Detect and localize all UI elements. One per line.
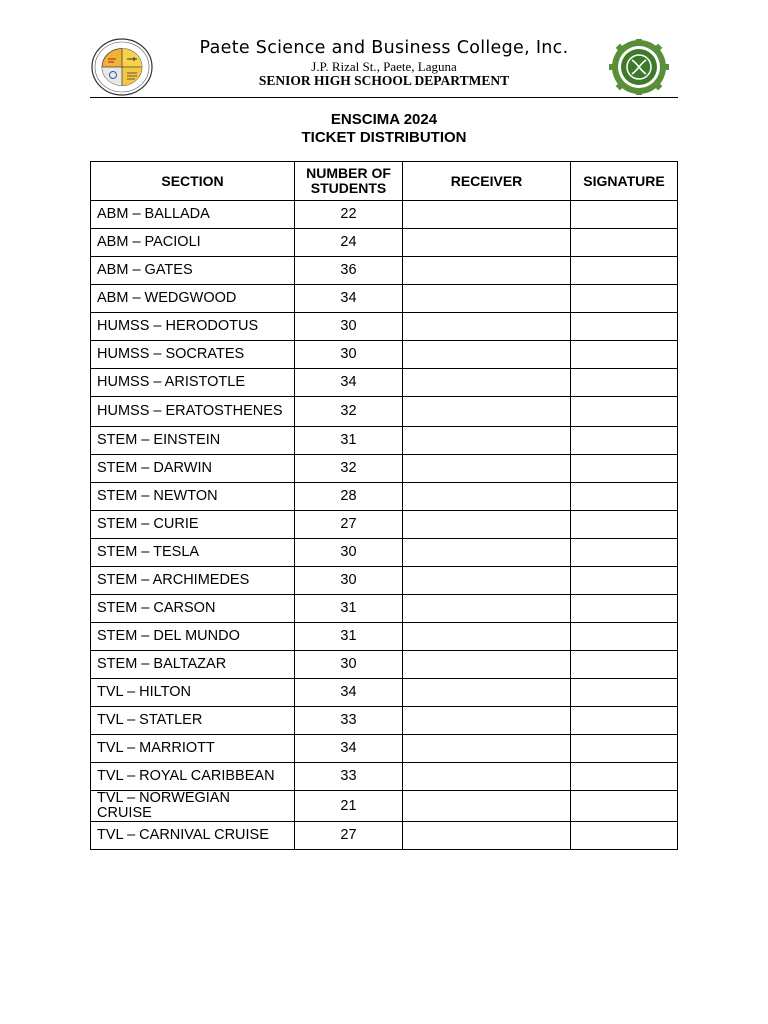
signature-cell bbox=[571, 397, 678, 427]
table-row bbox=[91, 822, 678, 850]
students-cell: 32 bbox=[295, 397, 403, 427]
header-divider bbox=[90, 97, 678, 98]
receiver-cell bbox=[403, 567, 571, 595]
school-address: J.P. Rizal St., Paete, Laguna bbox=[311, 59, 457, 74]
students-cell: 34 bbox=[295, 735, 403, 763]
table-row bbox=[91, 735, 678, 763]
receiver-cell bbox=[403, 397, 571, 427]
section-cell: TVL – ROYAL CARIBBEAN bbox=[91, 763, 295, 791]
section-cell: HUMSS – HERODOTUS bbox=[91, 313, 295, 341]
table-row bbox=[91, 567, 678, 595]
section-cell: HUMSS – SOCRATES bbox=[91, 341, 295, 369]
table-row bbox=[91, 511, 678, 539]
signature-cell bbox=[571, 595, 678, 623]
table-header-row bbox=[91, 162, 678, 201]
signature-cell bbox=[571, 707, 678, 735]
table-row bbox=[91, 341, 678, 369]
signature-cell bbox=[571, 257, 678, 285]
students-cell: 30 bbox=[295, 567, 403, 595]
column-header-number-of-students: NUMBER OF STUDENTS bbox=[295, 162, 403, 201]
students-cell: 32 bbox=[295, 455, 403, 483]
table-row bbox=[91, 679, 678, 707]
ticket-distribution-table bbox=[90, 161, 678, 850]
students-cell: 34 bbox=[295, 369, 403, 397]
signature-cell bbox=[571, 735, 678, 763]
section-cell: ABM – BALLADA bbox=[91, 201, 295, 229]
students-cell: 30 bbox=[295, 539, 403, 567]
section-cell: TVL – MARRIOTT bbox=[91, 735, 295, 763]
section-cell: TVL – HILTON bbox=[91, 679, 295, 707]
section-cell: STEM – EINSTEIN bbox=[91, 427, 295, 455]
students-cell: 36 bbox=[295, 257, 403, 285]
document-title-line1: ENSCIMA 2024 bbox=[330, 111, 438, 128]
table-row bbox=[91, 397, 678, 427]
signature-cell bbox=[571, 791, 678, 822]
students-cell: 33 bbox=[295, 763, 403, 791]
table-row bbox=[91, 595, 678, 623]
section-cell: ABM – GATES bbox=[91, 257, 295, 285]
column-header-signature: SIGNATURE bbox=[571, 162, 678, 201]
receiver-cell bbox=[403, 651, 571, 679]
students-cell: 27 bbox=[295, 822, 403, 850]
students-cell: 30 bbox=[295, 651, 403, 679]
receiver-cell bbox=[403, 483, 571, 511]
green-gear-logo bbox=[607, 39, 671, 95]
letterhead bbox=[90, 36, 678, 98]
receiver-cell bbox=[403, 623, 571, 651]
table-row bbox=[91, 707, 678, 735]
table-row bbox=[91, 229, 678, 257]
receiver-cell bbox=[403, 679, 571, 707]
students-cell: 34 bbox=[295, 285, 403, 313]
signature-cell bbox=[571, 539, 678, 567]
table-row bbox=[91, 285, 678, 313]
receiver-cell bbox=[403, 427, 571, 455]
table-row bbox=[91, 201, 678, 229]
receiver-cell bbox=[403, 595, 571, 623]
students-cell: 21 bbox=[295, 791, 403, 822]
table-row bbox=[91, 257, 678, 285]
department-name: SENIOR HIGH SCHOOL DEPARTMENT bbox=[258, 73, 510, 88]
document-title-line2: TICKET DISTRIBUTION bbox=[301, 129, 467, 146]
students-cell: 34 bbox=[295, 679, 403, 707]
receiver-cell bbox=[403, 763, 571, 791]
receiver-cell bbox=[403, 511, 571, 539]
school-name: Paete Science and Business College, Inc. bbox=[199, 38, 569, 58]
section-cell: TVL – CARNIVAL CRUISE bbox=[91, 822, 295, 850]
table-row bbox=[91, 623, 678, 651]
receiver-cell bbox=[403, 369, 571, 397]
signature-cell bbox=[571, 427, 678, 455]
receiver-cell bbox=[403, 313, 571, 341]
table-row bbox=[91, 455, 678, 483]
receiver-cell bbox=[403, 201, 571, 229]
signature-cell bbox=[571, 511, 678, 539]
section-cell: STEM – BALTAZAR bbox=[91, 651, 295, 679]
table-row bbox=[91, 539, 678, 567]
signature-cell bbox=[571, 455, 678, 483]
section-cell: STEM – TESLA bbox=[91, 539, 295, 567]
receiver-cell bbox=[403, 822, 571, 850]
section-cell: STEM – DEL MUNDO bbox=[91, 623, 295, 651]
section-cell: STEM – CARSON bbox=[91, 595, 295, 623]
signature-cell bbox=[571, 229, 678, 257]
students-cell: 24 bbox=[295, 229, 403, 257]
signature-cell bbox=[571, 341, 678, 369]
signature-cell bbox=[571, 483, 678, 511]
students-cell: 30 bbox=[295, 341, 403, 369]
receiver-cell bbox=[403, 229, 571, 257]
table-row bbox=[91, 791, 678, 822]
students-cell: 27 bbox=[295, 511, 403, 539]
section-cell: STEM – ARCHIMEDES bbox=[91, 567, 295, 595]
signature-cell bbox=[571, 763, 678, 791]
signature-cell bbox=[571, 201, 678, 229]
students-cell: 31 bbox=[295, 427, 403, 455]
table-row bbox=[91, 651, 678, 679]
section-cell: HUMSS – ARISTOTLE bbox=[91, 369, 295, 397]
section-cell: STEM – CURIE bbox=[91, 511, 295, 539]
section-cell: STEM – DARWIN bbox=[91, 455, 295, 483]
column-header-section: SECTION bbox=[91, 162, 295, 201]
students-cell: 31 bbox=[295, 595, 403, 623]
table-row bbox=[91, 483, 678, 511]
section-cell: ABM – PACIOLI bbox=[91, 229, 295, 257]
signature-cell bbox=[571, 679, 678, 707]
students-cell: 33 bbox=[295, 707, 403, 735]
signature-cell bbox=[571, 822, 678, 850]
column-header-receiver: RECEIVER bbox=[403, 162, 571, 201]
students-cell: 30 bbox=[295, 313, 403, 341]
signature-cell bbox=[571, 369, 678, 397]
receiver-cell bbox=[403, 735, 571, 763]
signature-cell bbox=[571, 651, 678, 679]
section-cell: HUMSS – ERATOSTHENES bbox=[91, 397, 295, 427]
receiver-cell bbox=[403, 285, 571, 313]
receiver-cell bbox=[403, 791, 571, 822]
receiver-cell bbox=[403, 341, 571, 369]
table-row bbox=[91, 313, 678, 341]
signature-cell bbox=[571, 567, 678, 595]
section-cell: TVL – NORWEGIAN CRUISE bbox=[91, 791, 295, 822]
signature-cell bbox=[571, 623, 678, 651]
table-row bbox=[91, 763, 678, 791]
receiver-cell bbox=[403, 539, 571, 567]
table-row bbox=[91, 427, 678, 455]
section-cell: STEM – NEWTON bbox=[91, 483, 295, 511]
signature-cell bbox=[571, 313, 678, 341]
students-cell: 28 bbox=[295, 483, 403, 511]
students-cell: 31 bbox=[295, 623, 403, 651]
receiver-cell bbox=[403, 455, 571, 483]
receiver-cell bbox=[403, 257, 571, 285]
section-cell: TVL – STATLER bbox=[91, 707, 295, 735]
signature-cell bbox=[571, 285, 678, 313]
section-cell: ABM – WEDGWOOD bbox=[91, 285, 295, 313]
table-row bbox=[91, 369, 678, 397]
students-cell: 22 bbox=[295, 201, 403, 229]
receiver-cell bbox=[403, 707, 571, 735]
document-title bbox=[90, 111, 678, 147]
